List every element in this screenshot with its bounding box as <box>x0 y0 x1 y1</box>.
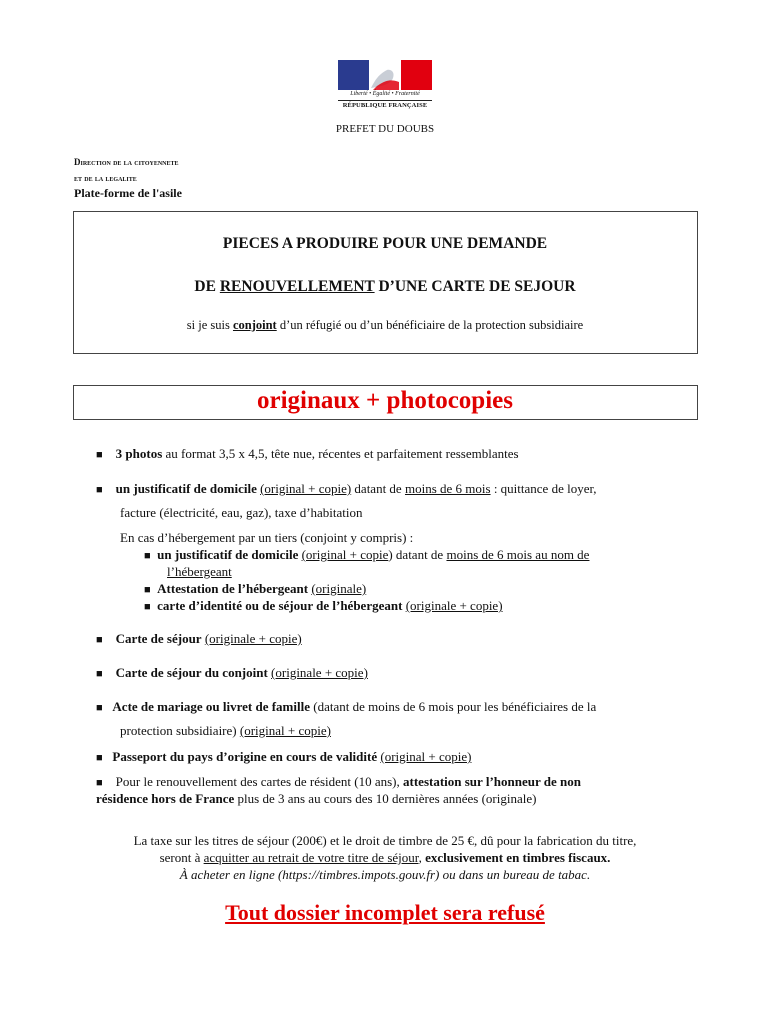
item-acte-mariage: ■ Acte de mariage ou livret de famille (datant de moins de 6 mois pour les bénéficiaires de la <box>96 699 597 714</box>
sub-item-attestation: ■ Attestation de l’hébergeant (originale) <box>144 581 367 596</box>
bullet-icon: ■ <box>96 449 103 461</box>
item-acte-mariage-line2: protection subsidiaire) (original + copie) <box>120 723 331 738</box>
prefet-label: PREFET DU DOUBS <box>335 123 435 135</box>
item-photos: ■ 3 photos au format 3,5 x 4,5, tête nue, récentes et parfaitement ressemblantes <box>96 446 519 461</box>
item-domicile-line2: facture (électricité, eau, gaz), taxe d’habitation <box>120 505 363 520</box>
hebergement-intro: En cas d’hébergement par un tiers (conjoint y compris) : <box>120 530 414 545</box>
bullet-icon: ■ <box>96 752 103 764</box>
marianne-logo <box>338 60 432 112</box>
title-line2: DE RENOUVELLEMENT D’UNE CARTE DE SEJOUR <box>194 278 576 295</box>
sub-item-domicile: ■ un justificatif de domicile (original + copie) datant de moins de 6 mois au nom de <box>144 547 590 562</box>
item-domicile: ■ un justificatif de domicile (original + copie) datant de moins de 6 mois : quittance de loyer, <box>96 481 597 496</box>
tax-line2: seront à acquitter au retrait de votre titre de séjour, exclusivement en timbres fiscaux. <box>159 850 611 865</box>
item-carte-sejour: ■ Carte de séjour (originale + copie) <box>96 631 302 646</box>
motto: Liberté • Égalité • Fraternité <box>350 91 420 97</box>
sub-item-identite: ■ carte d’identité ou de séjour de l’hébergeant (originale + copie) <box>144 598 503 613</box>
bullet-icon: ■ <box>96 634 103 646</box>
bullet-icon: ■ <box>144 550 151 562</box>
bullet-icon: ■ <box>96 668 103 680</box>
tax-line3: À acheter en ligne (https://timbres.impots.gouv.fr) ou dans un bureau de tabac. <box>179 867 591 882</box>
bullet-icon: ■ <box>96 777 103 789</box>
direction-line1: Direction de la citoyennete <box>74 157 179 167</box>
item-passeport: ■ Passeport du pays d’origine en cours de validité (original + copie) <box>96 749 472 764</box>
bullet-icon: ■ <box>144 601 151 613</box>
item-resident: ■ Pour le renouvellement des cartes de résident (10 ans), attestation sur l’honneur de non <box>96 774 581 789</box>
bullet-icon: ■ <box>96 484 103 496</box>
tax-line1: La taxe sur les titres de séjour (200€) et le droit de timbre de 25 €, dû pour la fabrication du titre, <box>133 833 637 848</box>
platform-label: Plate-forme de l'asile <box>74 186 182 200</box>
title-line3: si je suis conjoint d’un réfugié ou d’un bénéficiaire de la protection subsidiaire <box>186 318 584 332</box>
title-line1: PIECES A PRODUIRE POUR UNE DEMANDE <box>222 235 548 252</box>
footer-warning: Tout dossier incomplet sera refusé <box>225 900 545 925</box>
republic-label: RÉPUBLIQUE FRANÇAISE <box>338 100 432 109</box>
sub-item-domicile-line2: l’hébergeant <box>167 564 232 579</box>
bullet-icon: ■ <box>144 584 151 596</box>
item-resident-line2: résidence hors de France plus de 3 ans au cours des 10 dernières années (originale) <box>96 791 537 806</box>
bullet-icon: ■ <box>96 702 103 714</box>
direction-line2: et de la legalite <box>74 173 137 183</box>
originaux-heading: originaux + photocopies <box>257 387 513 414</box>
item-carte-sejour-conjoint: ■ Carte de séjour du conjoint (originale + copie) <box>96 665 368 680</box>
flag-icon <box>338 60 432 90</box>
